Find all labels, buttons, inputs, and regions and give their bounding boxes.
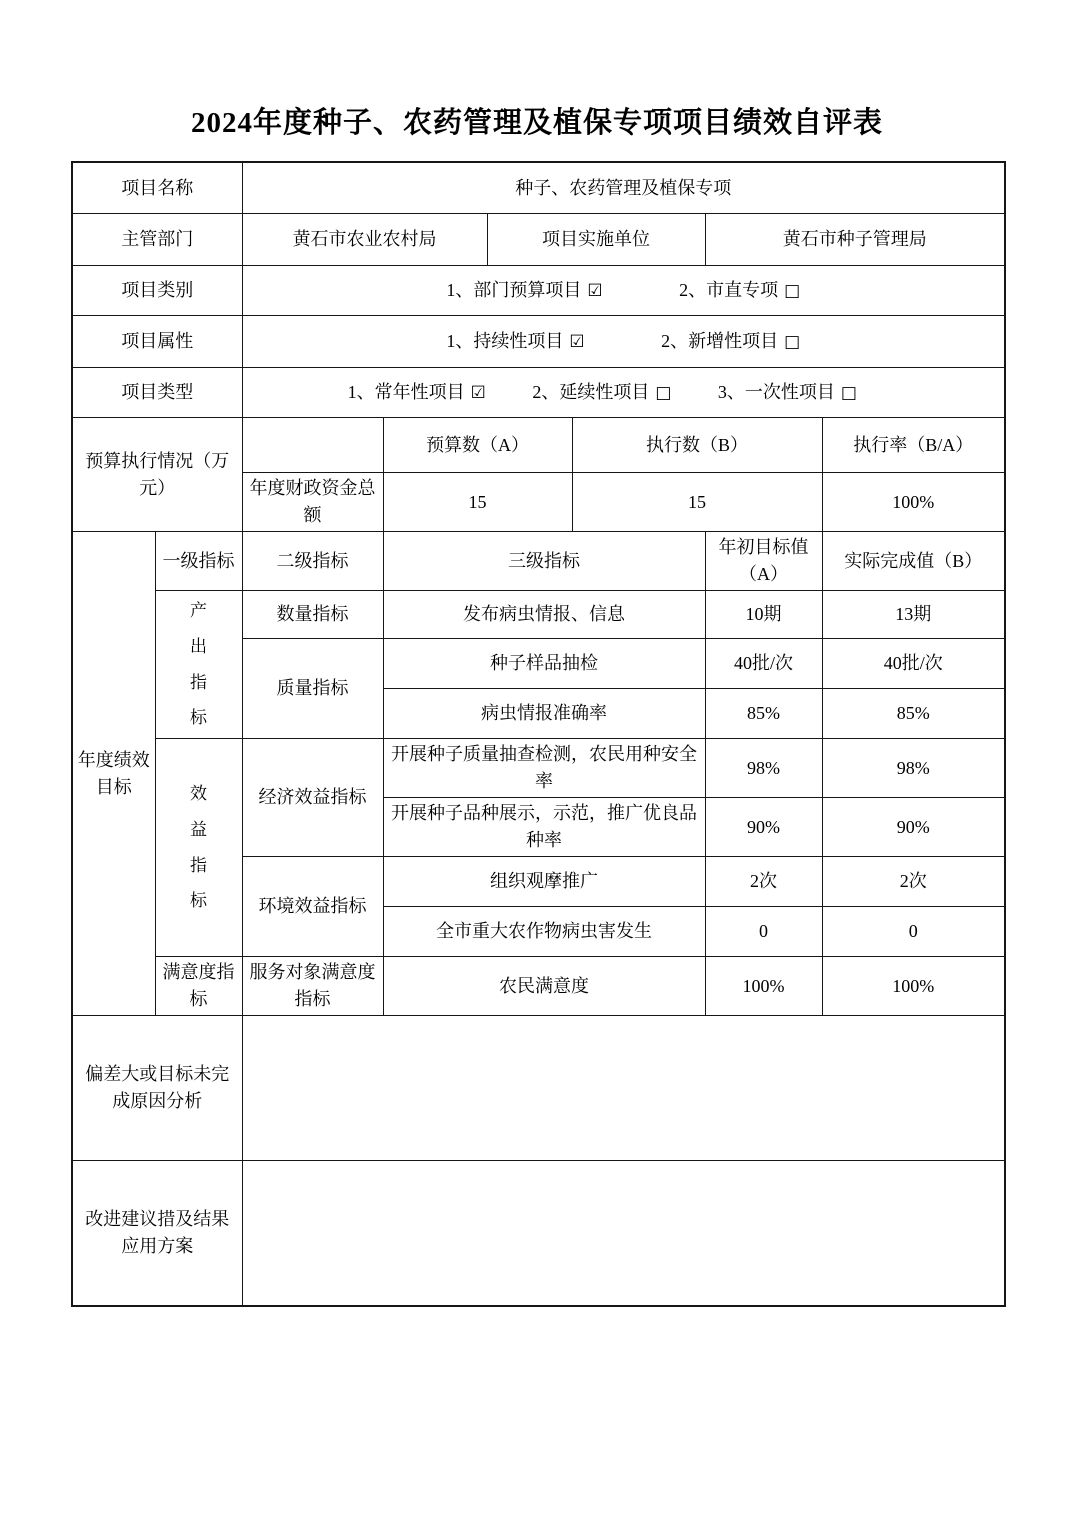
option-label: 1、常年性项目 bbox=[347, 382, 465, 403]
header-level3: 三级指标 bbox=[383, 532, 705, 591]
target-value: 100% bbox=[705, 957, 822, 1016]
type-options bbox=[242, 368, 1005, 418]
checkbox-unchecked-icon: □ bbox=[784, 332, 801, 353]
improvement-label: 改进建议措及结果应用方案 bbox=[72, 1161, 242, 1306]
budget-section-label: 预算执行情况（万元） bbox=[72, 418, 242, 532]
category-option bbox=[679, 277, 800, 305]
actual-value: 90% bbox=[822, 798, 1005, 857]
level2-economic: 经济效益指标 bbox=[242, 739, 383, 857]
budget-value-a: 15 bbox=[383, 473, 572, 532]
level3-indicator: 全市重大农作物病虫害发生 bbox=[383, 907, 705, 957]
checkbox-checked-icon: ☑ bbox=[569, 332, 585, 353]
option-label: 1、持续性项目 bbox=[446, 331, 564, 352]
actual-value: 2次 bbox=[822, 857, 1005, 907]
type-option bbox=[718, 379, 857, 407]
table-row bbox=[72, 214, 1005, 266]
option-label: 2、市直专项 bbox=[679, 280, 779, 301]
attribute-label: 项目属性 bbox=[72, 316, 242, 368]
option-label: 2、新增性项目 bbox=[661, 331, 779, 352]
project-name-value: 种子、农药管理及植保专项 bbox=[242, 162, 1005, 214]
header-level2: 二级指标 bbox=[242, 532, 383, 591]
level2-quantity: 数量指标 bbox=[242, 591, 383, 639]
category-label: 项目类别 bbox=[72, 266, 242, 316]
table-row bbox=[72, 316, 1005, 368]
level1-benefit: 效益指标 bbox=[155, 739, 242, 957]
target-value: 10期 bbox=[705, 591, 822, 639]
table-row bbox=[72, 957, 1005, 1016]
improvement-value bbox=[242, 1161, 1005, 1306]
level3-indicator: 组织观摩推广 bbox=[383, 857, 705, 907]
actual-value: 0 bbox=[822, 907, 1005, 957]
target-value: 2次 bbox=[705, 857, 822, 907]
level3-indicator: 种子样品抽检 bbox=[383, 639, 705, 689]
table-row bbox=[72, 368, 1005, 418]
level2-service: 服务对象满意度指标 bbox=[242, 957, 383, 1016]
budget-row-label: 年度财政资金总额 bbox=[242, 473, 383, 532]
checkbox-unchecked-icon: □ bbox=[655, 383, 672, 404]
table-row bbox=[72, 266, 1005, 316]
level3-indicator: 病虫情报准确率 bbox=[383, 689, 705, 739]
actual-value: 13期 bbox=[822, 591, 1005, 639]
checkbox-checked-icon: ☑ bbox=[587, 281, 603, 302]
impl-unit-value: 黄石市种子管理局 bbox=[705, 214, 1005, 266]
dept-label: 主管部门 bbox=[72, 214, 242, 266]
level2-quality: 质量指标 bbox=[242, 639, 383, 739]
level1-output: 产出指标 bbox=[155, 591, 242, 739]
level3-indicator: 开展种子品种展示，示范，推广优良品种率 bbox=[383, 798, 705, 857]
table-row bbox=[72, 1161, 1005, 1306]
attribute-option bbox=[446, 328, 584, 356]
header-target: 年初目标值（A） bbox=[705, 532, 822, 591]
table-row bbox=[72, 739, 1005, 798]
deviation-value bbox=[242, 1016, 1005, 1161]
option-label: 2、延续性项目 bbox=[532, 382, 650, 403]
table-row bbox=[72, 532, 1005, 591]
actual-value: 85% bbox=[822, 689, 1005, 739]
budget-empty-cell bbox=[242, 418, 383, 473]
table-row bbox=[72, 591, 1005, 639]
option-label: 1、部门预算项目 bbox=[446, 280, 582, 301]
type-label: 项目类型 bbox=[72, 368, 242, 418]
header-actual: 实际完成值（B） bbox=[822, 532, 1005, 591]
dept-value: 黄石市农业农村局 bbox=[242, 214, 487, 266]
target-value: 0 bbox=[705, 907, 822, 957]
target-value: 85% bbox=[705, 689, 822, 739]
target-value: 98% bbox=[705, 739, 822, 798]
table-row bbox=[72, 1016, 1005, 1161]
checkbox-checked-icon: ☑ bbox=[470, 383, 486, 404]
option-label: 3、一次性项目 bbox=[717, 382, 835, 403]
budget-value-b: 15 bbox=[572, 473, 822, 532]
budget-col-a-header: 预算数（A） bbox=[383, 418, 572, 473]
project-name-label: 项目名称 bbox=[72, 162, 242, 214]
attribute-options bbox=[242, 316, 1005, 368]
category-options bbox=[242, 266, 1005, 316]
actual-value: 98% bbox=[822, 739, 1005, 798]
attribute-option bbox=[661, 328, 800, 356]
actual-value: 100% bbox=[822, 957, 1005, 1016]
performance-group-label: 年度绩效目标 bbox=[72, 532, 155, 1016]
level1-satisfaction: 满意度指标 bbox=[155, 957, 242, 1016]
level3-indicator: 农民满意度 bbox=[383, 957, 705, 1016]
checkbox-unchecked-icon: □ bbox=[840, 383, 857, 404]
budget-value-rate: 100% bbox=[822, 473, 1005, 532]
budget-col-rate-header: 执行率（B/A） bbox=[822, 418, 1005, 473]
page-title: 2024年度种子、农药管理及植保专项项目绩效自评表 bbox=[190, 107, 883, 139]
table-row bbox=[72, 418, 1005, 473]
level3-indicator: 开展种子质量抽查检测，农民用种安全率 bbox=[383, 739, 705, 798]
actual-value: 40批/次 bbox=[822, 639, 1005, 689]
deviation-label: 偏差大或目标未完成原因分析 bbox=[72, 1016, 242, 1161]
self-evaluation-table bbox=[71, 161, 1006, 1307]
impl-unit-label: 项目实施单位 bbox=[487, 214, 705, 266]
checkbox-unchecked-icon: □ bbox=[784, 281, 801, 302]
level2-environment: 环境效益指标 bbox=[242, 857, 383, 957]
target-value: 40批/次 bbox=[705, 639, 822, 689]
category-option bbox=[446, 277, 602, 305]
header-level1: 一级指标 bbox=[155, 532, 242, 591]
type-option bbox=[532, 379, 671, 407]
target-value: 90% bbox=[705, 798, 822, 857]
type-option bbox=[348, 379, 486, 407]
level3-indicator: 发布病虫情报、信息 bbox=[383, 591, 705, 639]
budget-col-b-header: 执行数（B） bbox=[572, 418, 822, 473]
table-row bbox=[72, 162, 1005, 214]
